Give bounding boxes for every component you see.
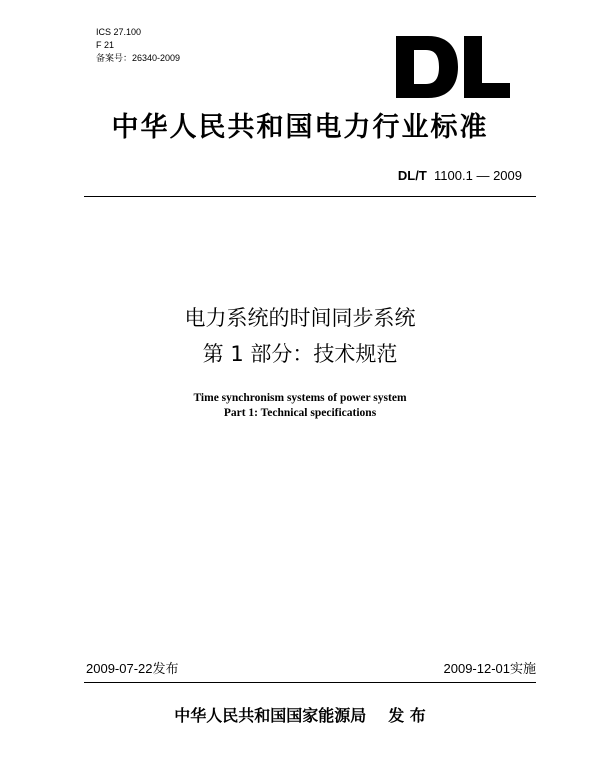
ics-code: ICS 27.100 bbox=[96, 27, 142, 37]
standard-number-value: 1100.1 — 2009 bbox=[434, 168, 522, 183]
classification-code: F 21 bbox=[96, 40, 115, 50]
dl-logo bbox=[392, 34, 512, 100]
effective-date: 2009-12-01实施 bbox=[443, 661, 536, 676]
publisher-name: 中华人民共和国国家能源局 bbox=[174, 706, 367, 725]
standard-series-title: 中华人民共和国电力行业标准 bbox=[111, 112, 489, 143]
english-title-line-1: Time synchronism systems of power system bbox=[193, 392, 407, 404]
standard-number bbox=[398, 168, 522, 184]
chinese-title-line-2: 第 1 部分：技术规范 bbox=[202, 342, 398, 366]
chinese-title-line-1: 电力系统的时间同步系统 bbox=[184, 306, 416, 330]
publisher-action: 发 布 bbox=[388, 706, 426, 725]
english-title-line-2: Part 1: Technical specifications bbox=[223, 407, 377, 419]
dl-logo-mark bbox=[392, 34, 512, 100]
filing-number: 备案号：26340-2009 bbox=[96, 53, 181, 63]
bottom-divider bbox=[84, 682, 536, 683]
standard-number-prefix: DL/T bbox=[397, 168, 427, 183]
issue-date: 2009-07-22发布 bbox=[86, 661, 179, 676]
header-codes bbox=[96, 26, 180, 65]
top-divider bbox=[84, 196, 536, 197]
publisher bbox=[0, 706, 600, 726]
